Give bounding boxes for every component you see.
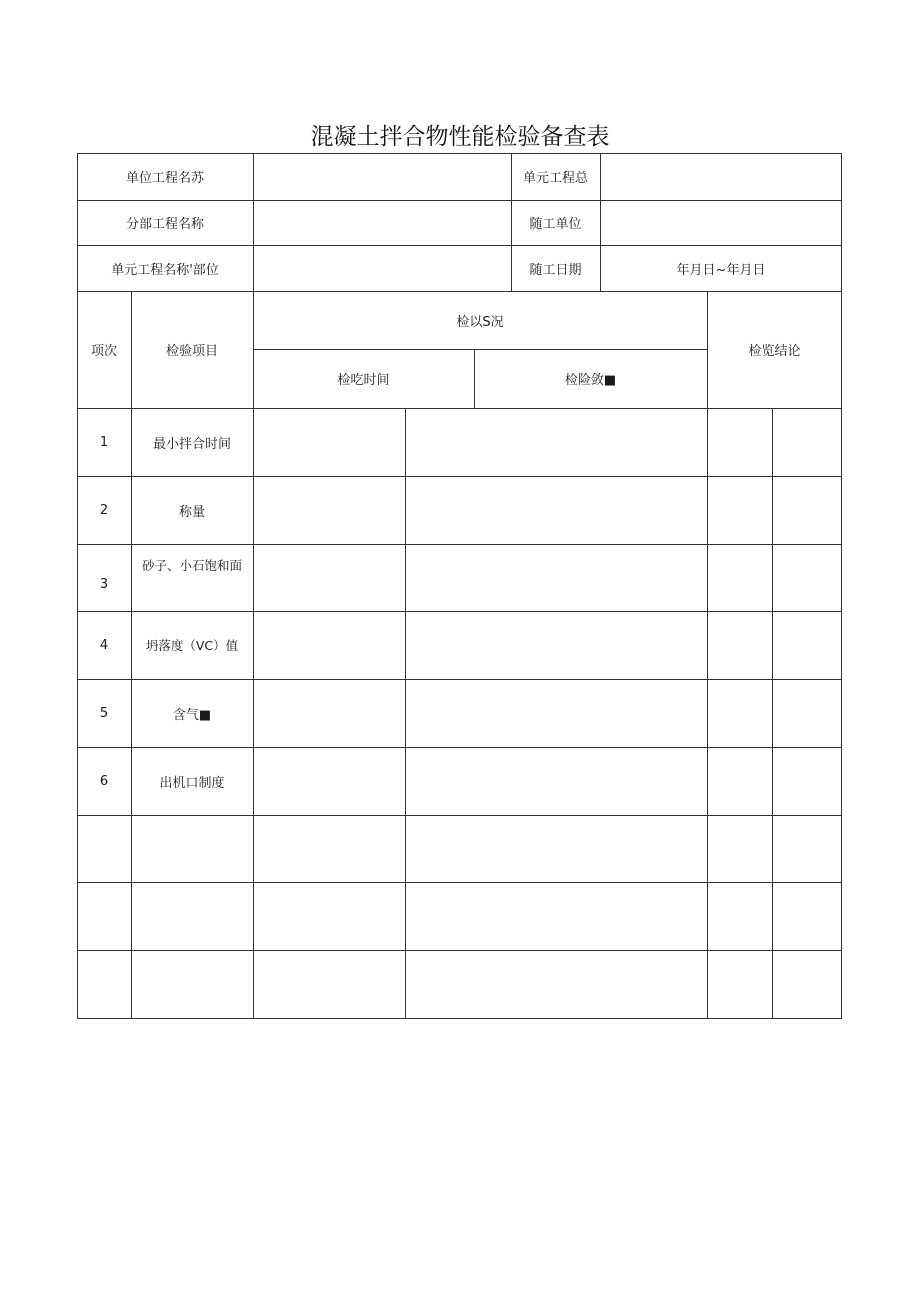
element-project-label: 单元工程总 xyxy=(522,171,588,186)
rule-v-body-d xyxy=(707,408,708,1019)
border-bottom xyxy=(77,1018,842,1019)
construction-unit-field[interactable] xyxy=(601,201,841,245)
row-5-no: 5 xyxy=(99,705,109,721)
element-project-field[interactable] xyxy=(601,154,841,200)
row-3-no: 3 xyxy=(99,577,109,592)
row-1-no: 1 xyxy=(99,434,109,450)
division-project-name-label: 分部工程名称 xyxy=(125,217,204,232)
column-item-no: 项次 xyxy=(90,344,117,359)
border-right xyxy=(841,153,842,1019)
row-1-item: 最小拌合时间 xyxy=(152,436,231,452)
construction-date-field[interactable]: 年月日~年月日 xyxy=(676,262,766,278)
inspection-form xyxy=(77,153,842,1019)
division-project-name-field[interactable] xyxy=(254,201,511,245)
column-inspection-conclusion: 检览结论 xyxy=(748,344,801,359)
rule-row-6 xyxy=(77,815,842,816)
rule-v-body-e xyxy=(772,408,773,1019)
row-2-item: 称量 xyxy=(178,504,205,520)
row-3-item: 砂子、小石饱和面 xyxy=(141,558,242,573)
column-inspection-time: 检吃时间 xyxy=(337,373,390,388)
page-title: 混凝土拌合物性能检验备查表 xyxy=(310,124,610,150)
row-6-item: 出机口制度 xyxy=(159,775,225,791)
column-inspection-count: 检险敛■ xyxy=(564,373,617,388)
construction-unit-label: 随工单位 xyxy=(529,217,582,232)
row-4-no: 4 xyxy=(99,637,109,653)
unit-project-name-label: 单位工程名苏 xyxy=(125,171,204,186)
rule-v-body-b xyxy=(253,408,254,1019)
rule-row-8 xyxy=(77,950,842,951)
rule-row-7 xyxy=(77,882,842,883)
row-4-item: 坍落度（VC）值 xyxy=(145,638,239,653)
construction-date-label: 随工日期 xyxy=(529,262,582,278)
unit-project-name-field[interactable] xyxy=(254,154,511,200)
rule-v-body-c xyxy=(405,408,406,1019)
element-name-location-label: 单元工程名称'部位 xyxy=(111,262,219,278)
row-5-item: 含气■ xyxy=(172,707,212,723)
row-2-no: 2 xyxy=(99,502,109,518)
element-name-location-field[interactable] xyxy=(254,246,511,291)
row-6-no: 6 xyxy=(99,773,109,789)
column-inspection-status: 检以S况 xyxy=(456,314,504,330)
column-inspection-item: 检验项目 xyxy=(165,344,218,359)
